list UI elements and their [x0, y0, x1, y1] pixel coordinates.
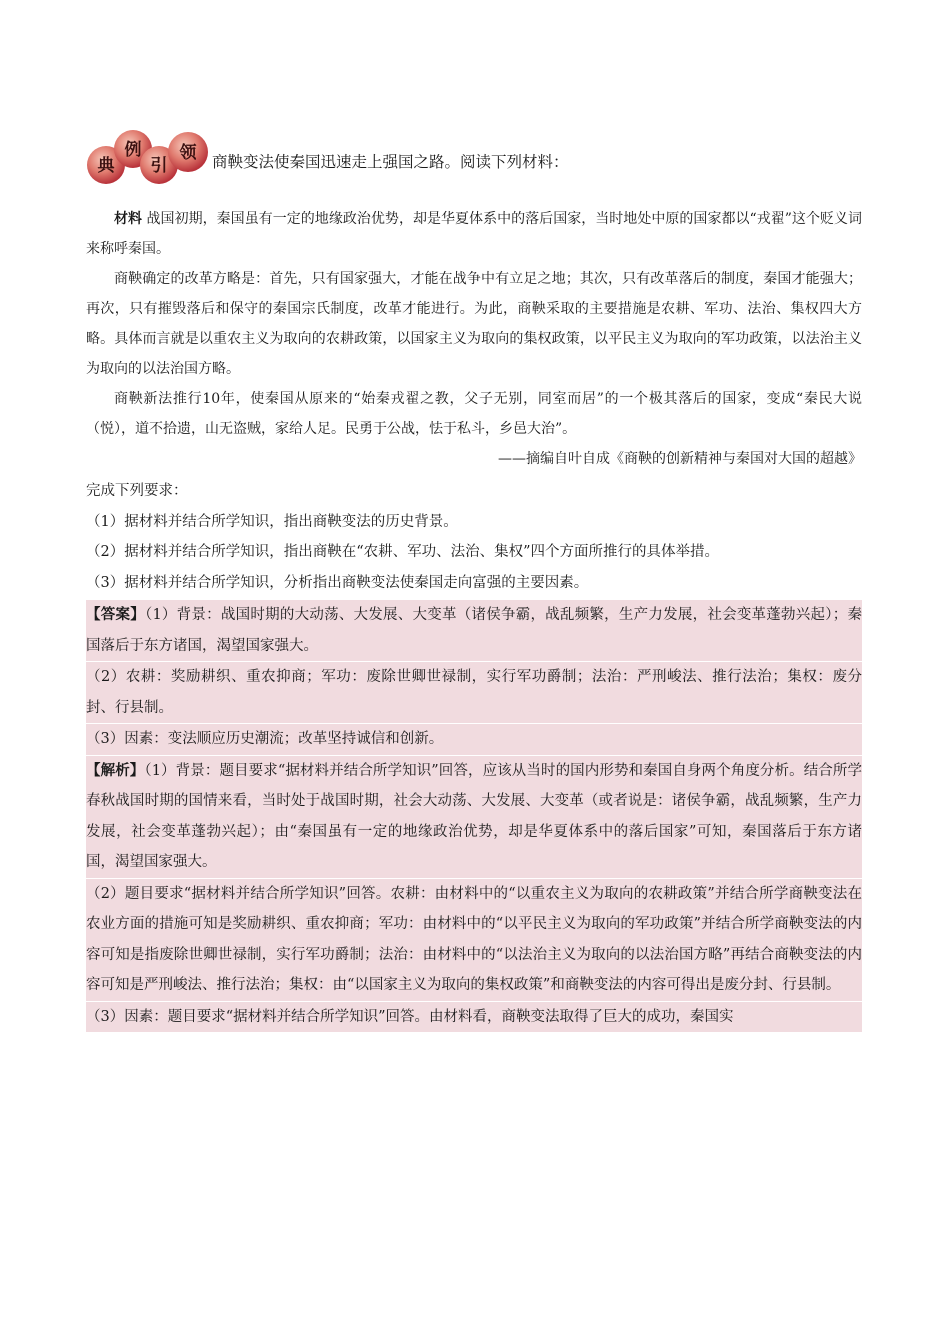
material-p1-text: 战国初期，秦国虽有一定的地缘政治优势，却是华夏体系中的落后国家，当时地处中原的国家都以“戎翟”这个贬义词来称呼秦国。 — [86, 211, 863, 257]
analysis-item-2: （2）题目要求“据材料并结合所学知识”回答。农耕：由材料中的“以重农主义为取向的农耕政策”并结合所学商鞅变法在农业方面的措施可知是奖励耕织、重农抑商；军功：由材料中的“以平民主义为取向的军功政策”并结合所学商鞅变法的内容可知是指废除世卿世禄制，实行军功爵制；法治：由材料中的“以法治主义为取向的以法治国方略”再结合商鞅变法的内容可知是严刑峻法、推行法治；集权：由“以国家主义为取向的集权政策”和商鞅变法的内容可得出是废分封、行县制。 — [86, 879, 862, 1001]
answer-item-1 — [86, 600, 862, 661]
material-section — [86, 204, 862, 474]
material-label: 材料 — [114, 211, 143, 227]
analysis-item-1 — [86, 756, 862, 878]
tasks-lead: 完成下列要求： — [86, 483, 188, 499]
example-intro — [86, 128, 862, 190]
answer-tag: 【答案】 — [86, 606, 145, 623]
tasks-section — [86, 476, 862, 598]
badge-char-3: 引 — [150, 156, 168, 176]
question-3: （3）据材料并结合所学知识，分析指出商鞅变法使秦国走向富强的主要因素。 — [86, 574, 589, 591]
material-paragraph-3: 商鞅新法推行10年，使秦国从原来的“始秦戎翟之教，父子无别，同室而居”的一个极其落后的国家，变成“秦民大说（悦），道不拾遗，山无盗贼，家给人足。民勇于公战，怯于私斗，乡邑大治”。 — [86, 391, 862, 437]
analysis-item-3: （3）因素：题目要求“据材料并结合所学知识”回答。由材料看，商鞅变法取得了巨大的成功，秦国实 — [86, 1002, 862, 1033]
analysis-tag: 【解析】 — [86, 761, 145, 779]
material-paragraph-1 — [86, 204, 862, 264]
answer-item-2: （2）农耕：奖励耕织、重农抑商；军功：废除世卿世禄制，实行军功爵制；法治：严刑峻法、推行法治；集权：废分封、行县制。 — [86, 662, 862, 723]
question-2: （2）据材料并结合所学知识，指出商鞅在“农耕、军功、法治、集权”四个方面所推行的具体举措。 — [86, 544, 720, 560]
badge-char-1: 典 — [97, 156, 115, 176]
intro-text: 商鞅变法使秦国迅速走上强国之路。阅读下列材料： — [212, 153, 569, 171]
analysis-text-1: （1）背景：题目要求“据材料并结合所学知识”回答，应该从当时的国内形势和秦国自身两个角度分析。结合所学春秋战国时期的国情来看，当时处于战国时期，社会大动荡、大发展、大变革（或者说是：诸侯争霸，战乱频繁，生产力发展，社会变革蓬勃兴起）；由“秦国虽有一定的地缘政治优势，却是华夏体系中的落后国家”可知，秦国落后于东方诸国，渴望国家强大。 — [86, 762, 863, 870]
dian-li-yin-ling-badge-icon — [86, 128, 212, 188]
badge-char-2: 例 — [124, 140, 142, 160]
material-source: ——摘编自叶自成《商鞅的创新精神与秦国对大国的超越》 — [498, 451, 862, 467]
material-paragraph-2: 商鞅确定的改革方略是：首先，只有国家强大，才能在战争中有立足之地；其次，只有改革落后的制度，秦国才能强大；再次，只有摧毁落后和保守的秦国宗氏制度，改革才能进行。为此，商鞅采取的主要措施是农耕、军功、法治、集权四大方略。具体而言就是以重农主义为取向的农耕政策，以国家主义为取向的集权政策，以平民主义为取向的军功政策，以法治主义为取向的以法治国方略。 — [86, 271, 862, 377]
answer-section — [86, 600, 862, 1032]
question-1: （1）据材料并结合所学知识，指出商鞅变法的历史背景。 — [86, 513, 458, 530]
answer-item-3: （3）因素：变法顺应历史潮流；改革坚持诚信和创新。 — [86, 724, 862, 755]
document-page — [86, 128, 862, 1033]
badge-char-4: 领 — [179, 143, 197, 163]
answer-text-1: （1）背景：战国时期的大动荡、大发展、大变革（诸侯争霸，战乱频繁，生产力发展，社会变革蓬勃兴起）；秦国落后于东方诸国，渴望国家强大。 — [86, 607, 862, 654]
